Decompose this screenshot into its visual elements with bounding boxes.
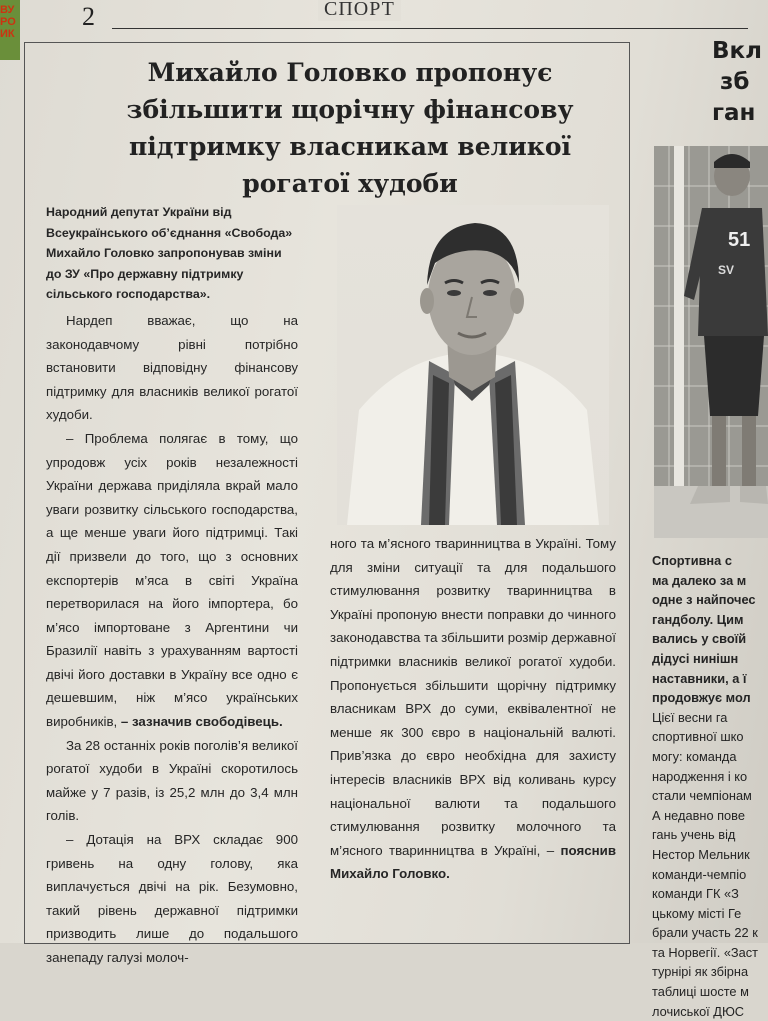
neighbor-text-line: дідусі нинішн <box>652 650 739 666</box>
quote-text: – Проблема полягає в тому, що упродовж усіх років незалежності України держава приділяла вкрай мало уваги розвитку сільського господарства, а ще менше уваги його підтримці. Такі дії призвели до того, що з основних експортерів м’яса в світі Україна перетворилася на його імпортера, бо м’ясо імпортоване з Аргентини чи Бразилії навіть з урахуванням вартості двічі його доставки в Україну все одно є дешевшим, ніж м’ясо українських виробників, <box>46 430 298 730</box>
paragraph-2 <box>46 427 298 734</box>
neighbor-headline-line-1: Вкл <box>712 38 762 64</box>
jersey-logo: SV <box>718 263 735 277</box>
header-rule <box>112 28 748 29</box>
closing-attribution: пояснив Михайло Головко. <box>330 842 616 882</box>
neighbor-text-line: одне з найпочес <box>652 592 756 608</box>
neighbor-text-line: могу: команда <box>652 748 737 764</box>
paragraph-4: – Дотація на ВРХ складає 900 гривень на одну голову, яка виплачується двічі на рік. Безумовно, такий рівень державної підтримки призводить лише до подальшого занепаду галузі молоч- <box>46 832 298 965</box>
neighbor-article-text <box>652 551 768 1021</box>
neighbor-text-line: гань учень від <box>652 827 736 843</box>
continuation-text: ного та м’ясного тваринництва в Україні. Тому для зміни ситуації та для подальшого стимулювання розвитку тваринництва в Україні пропоную внести поправки до чинного законодавства та збільшити розмір державної підтримки власників великої рогатої худоби. Пропонується збільшити щорічну підтримку власникам ВРХ до суми, еквівалентної не менше як 300 євро в національній валюті. Прив’язка до євро необхідна для захисту інтересів власників ВРХ від коливань курсу національної валюти та подальшого стимулювання розвитку молочного та м’ясного тваринництва в Україні, – <box>330 536 616 858</box>
edge-fragment-3: ИК <box>0 28 15 40</box>
neighbor-text-line: лочиської ДЮС <box>652 1003 744 1019</box>
article-headline: Михайло Головко пропонує збільшити щорічну фінансову підтримку власникам великої рогатої худоби <box>126 58 574 198</box>
neighbor-text-line: А недавно пове <box>652 807 745 823</box>
neighbor-text-line: ма далеко за м <box>652 572 747 588</box>
article-column-2 <box>330 532 616 886</box>
jersey-number: 51 <box>728 229 751 251</box>
neighbor-text-line: стали чемпіонам <box>652 788 752 804</box>
quote-attribution: – зазначив свободівець. <box>120 714 283 730</box>
neighbor-headline <box>712 36 762 129</box>
portrait-photo <box>337 205 609 525</box>
neighbor-text-line: Спортивна с <box>652 553 732 568</box>
neighbor-text-line: брали участь 22 к <box>652 925 758 941</box>
neighbor-text-line: продовжує мол <box>652 690 751 706</box>
handball-player-photo <box>654 146 768 538</box>
article-lead: Народний депутат України від Всеукраїнського об’єднання «Свобода» Михайло Головко запропонував зміни до ЗУ «Про державну підтримку сільського господарства». <box>46 205 293 302</box>
neighbor-text-line: та Норвегії. «Заст <box>652 944 759 960</box>
neighbor-text-line: Нестор Мельник <box>652 846 750 862</box>
neighbor-headline-line-3: ган <box>712 100 756 126</box>
article-column-1 <box>46 202 298 970</box>
section-title: СПОРТ <box>318 0 401 21</box>
paragraph-3: За 28 останніх років поголів’я великої рогатої худоби в Україні скоротилось майже у 7 разів, із 25,2 млн до 3,4 млн голів. <box>46 737 298 824</box>
adjacent-page-edge <box>0 0 20 60</box>
neighbor-text-line: гандболу. Цим <box>652 611 744 627</box>
neighbor-text-line: вались у своїй <box>652 631 747 647</box>
adjacent-page-fragment <box>0 4 20 40</box>
neighbor-text-line: турнірі як збірна <box>652 964 749 980</box>
edge-fragment-2: РО <box>0 16 16 28</box>
neighbor-text-line: команди-чемпіо <box>652 866 747 882</box>
paragraph-continuation <box>330 532 616 886</box>
neighbor-text-line: таблиці шосте м <box>652 984 749 1000</box>
neighbor-text-line: цькому місті Ге <box>652 905 742 921</box>
edge-fragment-1: ВУ <box>0 4 15 16</box>
page-number: 2 <box>82 2 95 31</box>
paragraph-1: Нардеп вважає, що на законодавчому рівні потрібно встановити відповідну фінансову підтримку для власників великої рогатої худоби. <box>46 312 298 423</box>
neighbor-headline-line-2: зб <box>720 69 750 95</box>
neighbor-text-line: команди ГК «З <box>652 886 739 902</box>
neighbor-text-line: Цієї весни га <box>652 709 728 725</box>
neighbor-text-line: спортивної шко <box>652 729 744 745</box>
neighbor-text-line: наставники, а ї <box>652 670 747 686</box>
neighbor-text-line: народження і ко <box>652 768 748 784</box>
